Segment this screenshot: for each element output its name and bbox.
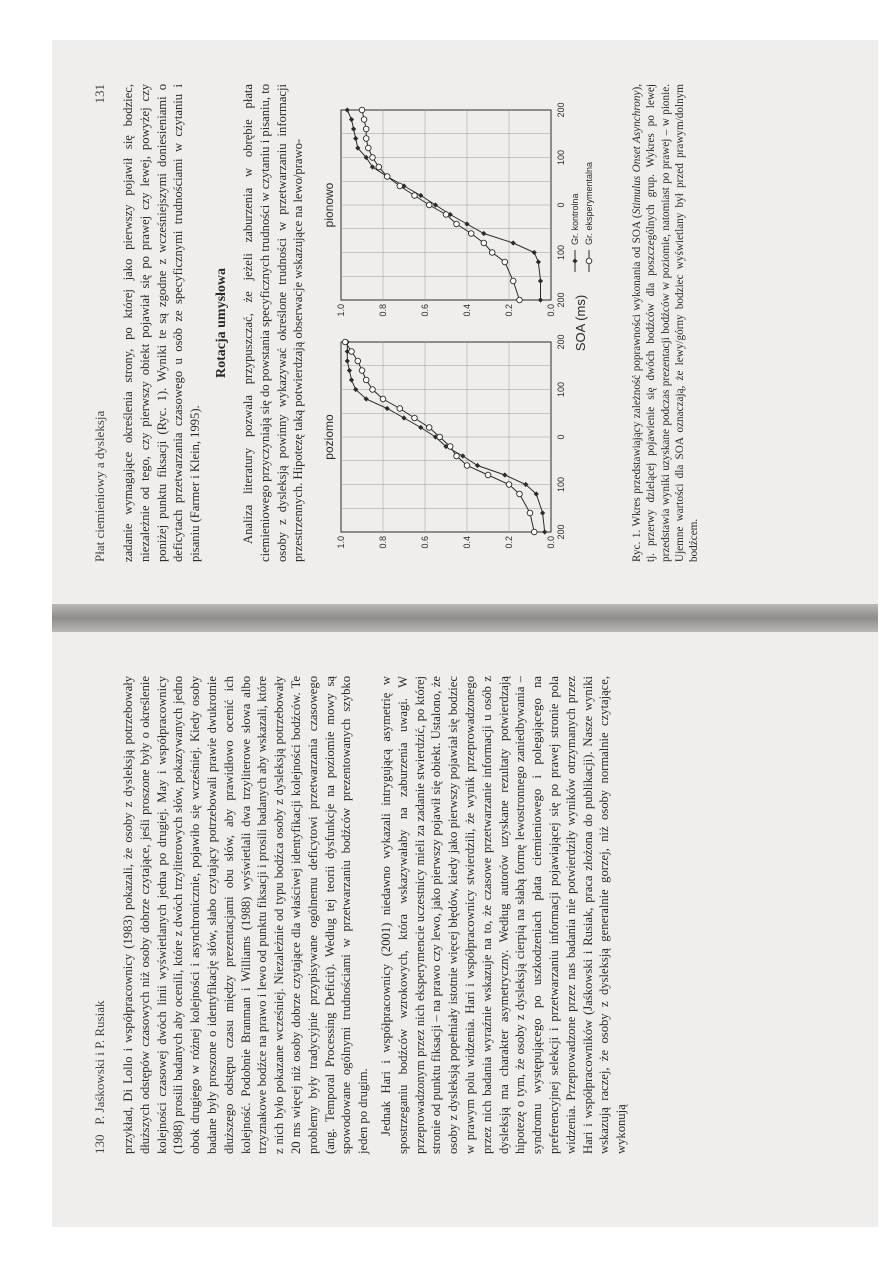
data-point: [349, 349, 355, 355]
data-point: [427, 425, 433, 431]
data-point: [376, 164, 382, 170]
data-point: [517, 297, 523, 303]
x-tick-label: 100: [556, 244, 567, 261]
legend-label: Gr. eksperymentalna: [584, 161, 595, 245]
data-point: [448, 444, 454, 450]
data-point: [397, 183, 403, 189]
paragraph: zadanie wymagające określenia strony, po której jako pierwszy pojawił się bodziec, niezależnie od tego, czy pierwszy obiekt pojawiał się po prawej czy lewej, powyżej czy poniżej punktu fiksacji (Ryc. 1). Wyniki te są zgodne z wcześniejszymi doniesieniami o deficytach przetwarzania czasowego u osób ze specyficznymi trudnościami w czytaniu i pisaniu (Farmer i Klein, 1995).: [121, 84, 203, 562]
data-point: [418, 193, 423, 198]
data-point: [361, 117, 367, 123]
data-point: [370, 164, 375, 169]
book-gutter: [52, 604, 878, 632]
y-tick-label: 1.0: [336, 536, 347, 549]
data-point: [437, 434, 443, 440]
y-tick-label: 0.2: [504, 536, 515, 549]
data-point: [364, 377, 370, 383]
data-point: [465, 221, 470, 226]
data-point: [481, 240, 487, 246]
data-point: [380, 396, 386, 402]
data-point: [502, 472, 507, 477]
data-point: [412, 193, 418, 199]
data-point: [397, 406, 403, 412]
legend-label: Gr. kontrolna: [570, 193, 581, 245]
data-point: [385, 174, 391, 180]
data-point: [536, 259, 541, 264]
caption-text: ), tj. przerwy dzielącej pojawienie się dwóch bodźców dla poszczególnych grup. Wykres po lewej przedstawia wyniki uzyskane podczas prezentacji bodźców w poziomie, natomiast po prawej – w pionie. Ujemne wartości dla SOA oznaczają, że lewy/górny bodziec wyświetlany był przed prawym/dolnym bodźcem.: [631, 84, 700, 562]
x-tick-label: 100: [556, 149, 567, 166]
y-tick-label: 0.0: [546, 304, 557, 317]
data-point: [349, 117, 354, 122]
chart-panel-pionowo: [322, 102, 566, 316]
data-point: [359, 368, 365, 374]
x-tick-label: 200: [556, 334, 567, 350]
data-point: [506, 482, 512, 488]
data-point: [475, 463, 480, 468]
data-point: [345, 107, 350, 112]
data-point: [540, 510, 545, 515]
data-point: [355, 358, 361, 364]
data-point: [364, 126, 370, 132]
data-point: [351, 126, 356, 131]
paragraph: przykład, Di Lollo i współpracownicy (1983) pokazali, że osoby z dysleksją potrzebowały dłuższych odstępów czasowych niż osoby dobrze czytające, jeśli proszone były o określenie kolejności czasowej dwóch linii wyświetlanych jedna po drugiej. May i współpracownicy (1988) prosili badanych aby ocenili, które z dwóch trzyliterowych słów, pokazywanych jedno obok drugiego w różnej kolejności i asynchronicznie, pojawiło się wcześniej. Kiedy osoby badane były proszone o identyfikację słów, słabo czytający potrzebowali prawie dwukrotnie dłuższego odstępu czasu między prezentacjami obu słów, aby prawidłowo ocenić ich kolejność. Podobnie Branman i Williams (1988) wyświetlali dwa trzyliterowe słowa albo trzyznakowe bodźce na prawo i lewo od punktu fiksacji i prosili badanych aby wskazali, które z nich było pokazane wcześniej. Niezależnie od typu bodźca osoby z dysleksją potrzebowały 20 ms więcej niż osoby dobrze czytające dla właściwej identyfikacji kolejności bodźców. Te problemy były tradycyjnie przypisywane ogólnemu deficytowi przetwarzania czasowego (ang. Temporal Processing Deficit). Według tej teorii dysfunkcje na poziomie mowy są spowodowane ogólnymi trudnościami w przetwarzaniu bodźców prezentowanych szybko jeden po drugim.: [121, 676, 371, 1154]
paragraph: Analiza literatury pozwala przypuszczać, że jeżeli zaburzenia w obrębie płata ciemieniowego przyczyniają się do powstania specyficznych trudności w czytaniu i pisaniu, to osoby z dysleksją powinny wykazywać określone trudności w przetwarzaniu informacji przestrzennych. Hipotezę taką potwierdzają obserwacje wskazujące na lewo/prawo-: [240, 84, 306, 562]
data-point: [511, 278, 517, 284]
y-tick-label: 0.6: [420, 536, 431, 549]
y-tick-label: 0.4: [462, 304, 473, 317]
running-head: P. Jaśkowski i P. Rusiak: [92, 1000, 107, 1125]
data-point: [347, 368, 352, 373]
data-point: [364, 136, 370, 142]
data-point: [502, 259, 508, 265]
data-point: [485, 472, 491, 478]
x-tick-label: 200: [556, 524, 567, 540]
legend-marker: [573, 258, 578, 263]
data-point: [427, 202, 433, 208]
data-point: [418, 425, 423, 430]
chart-title: poziomo: [322, 414, 337, 460]
page-number-and-author: [92, 1001, 108, 1155]
data-point: [412, 415, 418, 421]
chart-title: pionowo: [322, 182, 337, 228]
y-tick-label: 0.8: [378, 536, 389, 549]
data-point: [464, 463, 470, 469]
data-point: [443, 212, 449, 218]
data-point: [527, 510, 533, 516]
x-tick-label: 100: [556, 381, 567, 398]
x-axis-label: SOA (ms): [573, 294, 589, 352]
section-heading: Rotacja umysłowa: [213, 267, 229, 379]
x-tick-label: 200: [556, 102, 567, 118]
legend-marker: [586, 258, 592, 264]
data-point: [366, 145, 372, 151]
page-131: [52, 40, 878, 604]
data-point: [370, 387, 376, 393]
data-point: [454, 221, 460, 227]
figure-chart: [317, 84, 617, 562]
y-tick-label: 0.2: [504, 304, 515, 317]
chart-panel-poziomo: [322, 334, 566, 548]
page-header: [92, 676, 108, 1154]
figure-1: [317, 84, 622, 562]
caption-italic: Stimulus Onset Asynchrony: [631, 90, 644, 215]
page-header: [92, 84, 108, 562]
y-tick-label: 0.8: [378, 304, 389, 317]
data-point: [469, 231, 475, 237]
data-point: [490, 250, 496, 256]
data-point: [345, 358, 350, 363]
data-point: [359, 107, 365, 113]
caption-text: Ryc. 1. Wkres przedstawiający zależność poprawności wykonania od SOA (: [631, 214, 644, 562]
data-point: [349, 377, 354, 382]
data-point: [517, 491, 523, 497]
y-tick-label: 1.0: [336, 304, 347, 317]
running-head: Płat ciemieniowy a dysleksja: [92, 410, 107, 562]
data-point: [385, 406, 390, 411]
data-point: [538, 278, 543, 283]
data-point: [454, 453, 460, 459]
data-point: [343, 339, 349, 345]
data-point: [542, 529, 547, 534]
data-point: [433, 202, 438, 207]
x-tick-label: 100: [556, 476, 567, 493]
chart-legend: [570, 162, 594, 272]
page-number: 131: [92, 84, 107, 104]
x-tick-label: 200: [556, 292, 567, 308]
figure-caption: [630, 84, 701, 562]
page-130: [52, 632, 878, 1196]
data-point: [370, 155, 376, 161]
y-tick-label: 0.0: [546, 536, 557, 549]
page-number: 130: [92, 1134, 107, 1154]
x-tick-label: 0: [556, 202, 567, 208]
x-tick-label: 0: [556, 434, 567, 440]
data-point: [353, 136, 358, 141]
data-point: [402, 415, 407, 420]
data-point: [481, 231, 486, 236]
data-point: [532, 250, 537, 255]
paragraph: Jednak Hari i współpracownicy (2001) niedawno wykazali intrygującą asymetrię w spostrzeganiu bodźców wzrokowych, która wskazywałaby na zaburzenia uwagi. W przeprowadzonym przez nich eksperymencie uczestnicy mieli za zadanie stwierdzić, po której stronie od punktu fiksacji – na prawo czy lewo, jako pierwszy pojawił się obiekt. Ustalono, że osoby z dysleksją popełniały istotnie więcej błędów, kiedy jako pierwszy pojawiał się bodziec w prawym polu widzenia. Hari i współpracownicy stwierdzili, że wynik przeprowadzonego przez nich badania wyraźnie wskazuje na to, że czasowe przetwarzanie informacji u osób z dysleksją ma charakter asymetryczny. Według autorów uzyskane rezultaty potwierdzają hipotezę o tym, że osoby z dysleksją cierpią na słabą formę lewostronnego zaniedbywania – syndromu występującego po uszkodzeniach płata ciemieniowego i polegającego na preferencyjnej selekcji i przetwarzaniu informacji pojawiającej się po prawej stronie pola widzenia. Przeprowadzone przez nas badania nie potwierdziły wyników otrzymanych przez Hari i współpracowników (Jaśkowski i Rusiak, praca złożona do publikacji). Nasze wyniki wskazują raczej, że osoby z dysleksją generalnie gorzej, niż osoby normalnie czytające, wykonują: [378, 676, 629, 1154]
data-point: [532, 529, 538, 535]
data-point: [538, 297, 543, 302]
y-tick-label: 0.4: [462, 536, 473, 549]
data-point: [460, 453, 465, 458]
data-point: [511, 240, 516, 245]
y-tick-label: 0.6: [420, 304, 431, 317]
